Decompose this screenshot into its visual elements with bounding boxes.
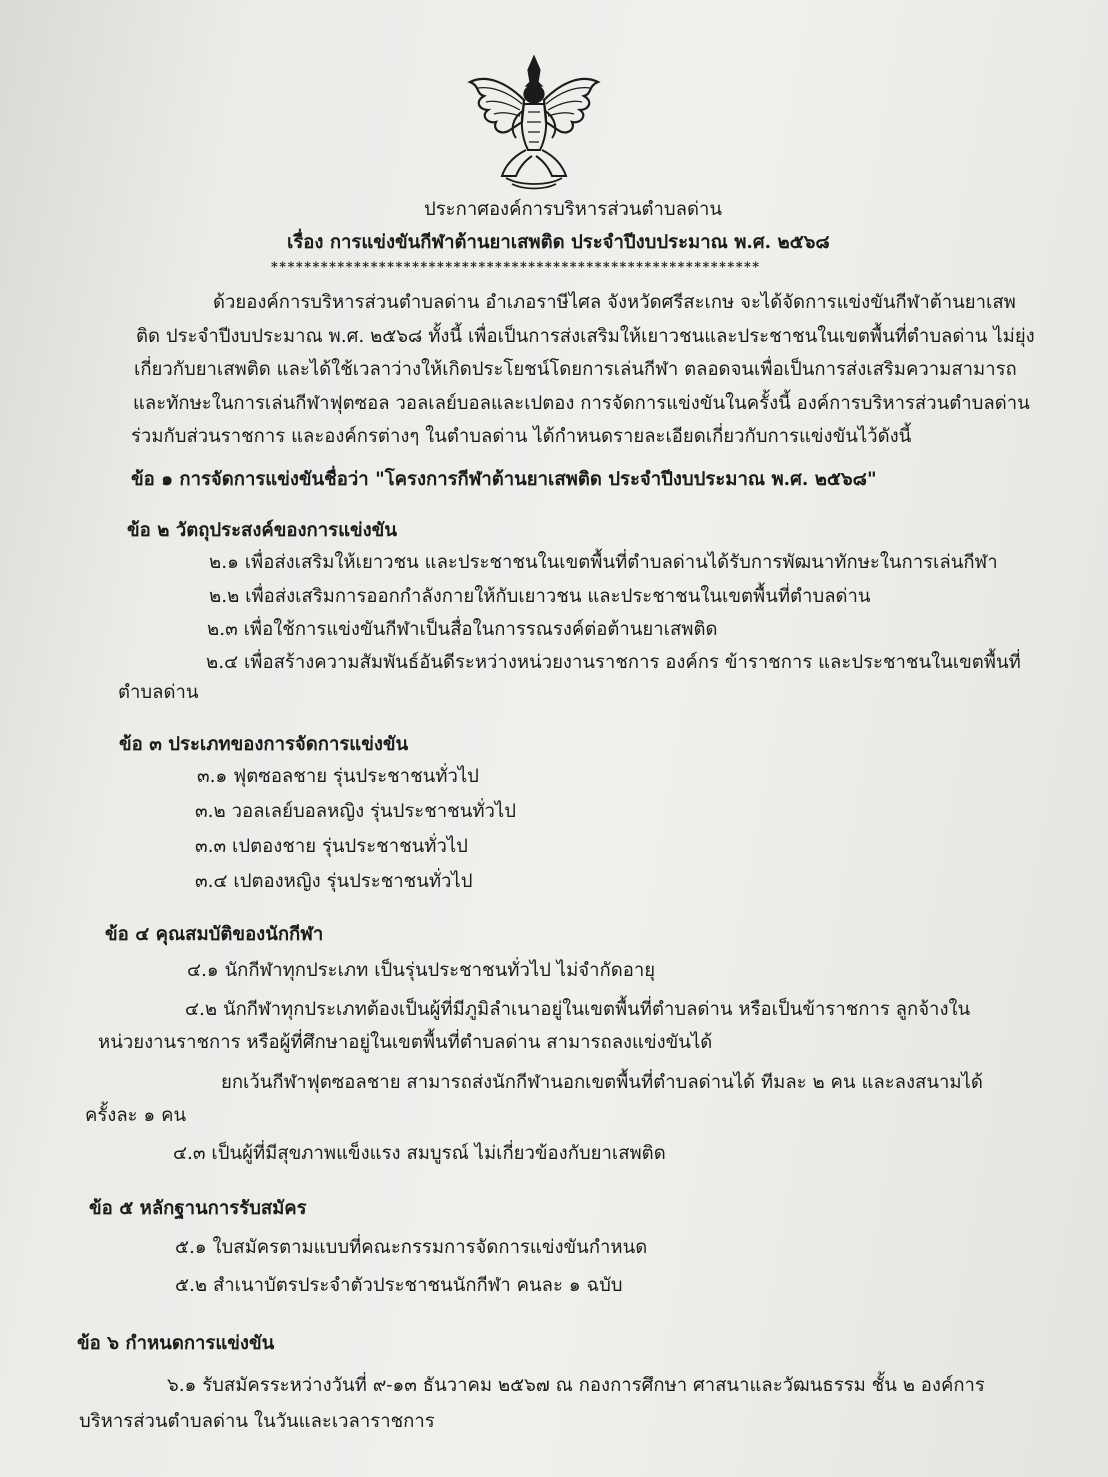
section-6-item-cont: บริหารส่วนตำบลด่าน ในวันและเวลาราชการ (79, 1411, 435, 1432)
garuda-emblem-icon (466, 52, 602, 192)
section-4-heading: ข้อ ๔ คุณสมบัติของนักกีฬา (105, 924, 324, 945)
section-2-item: ๒.๑ เพื่อส่งเสริมให้เยาวชน และประชาชนในเขตพื้นที่ตำบลด่านได้รับการพัฒนาทักษะในการเล่นกีฬา (209, 552, 998, 573)
intro-line: ติด ประจำปีงบประมาณ พ.ศ. ๒๕๖๘ ทั้งนี้ เพื่อเป็นการส่งเสริมให้เยาวชนและประชาชนในเขตพื้นที่ตำบลด่าน ไม่ยุ่ง (136, 326, 1035, 347)
section-3-item: ๓.๒ วอลเลย์บอลหญิง รุ่นประชาชนทั่วไป (195, 801, 516, 822)
intro-line: ร่วมกับส่วนราชการ และองค์กรต่างๆ ในตำบลด่าน ได้กำหนดรายละเอียดเกี่ยวกับการแข่งขันไว้ดังนี้ (131, 426, 912, 447)
section-4-item: ๔.๑ นักกีฬาทุกประเภท เป็นรุ่นประชาชนทั่วไป ไม่จำกัดอายุ (187, 960, 656, 981)
section-2-item: ๒.๓ เพื่อใช้การแข่งขันกีฬาเป็นสื่อในการรณรงค์ต่อต้านยาเสพติด (207, 619, 718, 640)
section-5-item: ๕.๑ ใบสมัครตามแบบที่คณะกรรมการจัดการแข่งขันกำหนด (175, 1237, 648, 1258)
section-1-heading: ข้อ ๑ การจัดการแข่งขันชื่อว่า "โครงการกีฬาต้านยาเสพติด ประจำปีงบประมาณ พ.ศ. ๒๕๖๘" (131, 469, 877, 490)
section-4-exception: ยกเว้นกีฬาฟุตซอลชาย สามารถส่งนักกีฬานอกเขตพื้นที่ตำบลด่านได้ ทีมละ ๒ คน และลงสนามได้ (221, 1072, 983, 1093)
section-3-item: ๓.๓ เปตองชาย รุ่นประชาชนทั่วไป (195, 836, 468, 857)
separator-stars: *********************************************************** (271, 260, 761, 275)
section-2-item: ๒.๒ เพื่อส่งเสริมการออกกำลังกายให้กับเยาวชน และประชาชนในเขตพื้นที่ตำบลด่าน (209, 586, 871, 607)
section-4-item: ๔.๒ นักกีฬาทุกประเภทต้องเป็นผู้ที่มีภูมิลำเนาอยู่ในเขตพื้นที่ตำบลด่าน หรือเป็นข้าราชการ ลูกจ้างใน (185, 999, 971, 1020)
section-2-item-cont: ตำบลด่าน (118, 682, 199, 703)
section-2-heading: ข้อ ๒ วัตถุประสงค์ของการแข่งขัน (127, 520, 397, 541)
section-4-exception-cont: ครั้งละ ๑ คน (85, 1105, 187, 1126)
section-5-item: ๕.๒ สำเนาบัตรประจำตัวประชาชนนักกีฬา คนละ ๑ ฉบับ (175, 1275, 623, 1296)
intro-line: เกี่ยวกับยาเสพติด และได้ใช้เวลาว่างให้เกิดประโยชน์โดยการเล่นกีฬา ตลอดจนเพื่อเป็นการส่งเสริมความสามารถ (134, 359, 1017, 380)
section-3-item: ๓.๔ เปตองหญิง รุ่นประชาชนทั่วไป (195, 871, 473, 892)
section-3-heading: ข้อ ๓ ประเภทของการจัดการแข่งขัน (119, 734, 409, 755)
intro-line: และทักษะในการเล่นกีฬาฟุตซอล วอลเลย์บอลและเปตอง การจัดการแข่งขันในครั้งนี้ องค์การบริหารส่วนตำบลด่าน (133, 393, 1030, 414)
announcement-subject: เรื่อง การแข่งขันกีฬาต้านยาเสพติด ประจำปีงบประมาณ พ.ศ. ๒๕๖๘ (287, 232, 830, 253)
section-6-item: ๖.๑ รับสมัครระหว่างวันที่ ๙-๑๓ ธันวาคม ๒๕๖๗ ณ กองการศึกษา ศาสนาและวัฒนธรรม ชั้น ๒ องค์การ (167, 1375, 985, 1396)
section-2-item: ๒.๔ เพื่อสร้างความสัมพันธ์อันดีระหว่างหน่วยงานราชการ องค์กร ข้าราชการ และประชาชนในเขตพื้นที่ (206, 652, 1021, 673)
section-4-item-cont: หน่วยงานราชการ หรือผู้ที่ศึกษาอยู่ในเขตพื้นที่ตำบลด่าน สามารถลงแข่งขันได้ (98, 1032, 713, 1053)
section-5-heading: ข้อ ๕ หลักฐานการรับสมัคร (89, 1198, 307, 1219)
section-4-item: ๔.๓ เป็นผู้ที่มีสุขภาพแข็งแรง สมบูรณ์ ไม่เกี่ยวข้องกับยาเสพติด (173, 1143, 666, 1164)
announcement-title: ประกาศองค์การบริหารส่วนตำบลด่าน (424, 199, 723, 220)
section-6-heading: ข้อ ๖ กำหนดการแข่งขัน (77, 1333, 275, 1354)
intro-line: ด้วยองค์การบริหารส่วนตำบลด่าน อำเภอราษีไศล จังหวัดศรีสะเกษ จะได้จัดการแข่งขันกีฬาต้านยาเสพ (213, 292, 1016, 313)
section-3-item: ๓.๑ ฟุตซอลชาย รุ่นประชาชนทั่วไป (197, 766, 479, 787)
